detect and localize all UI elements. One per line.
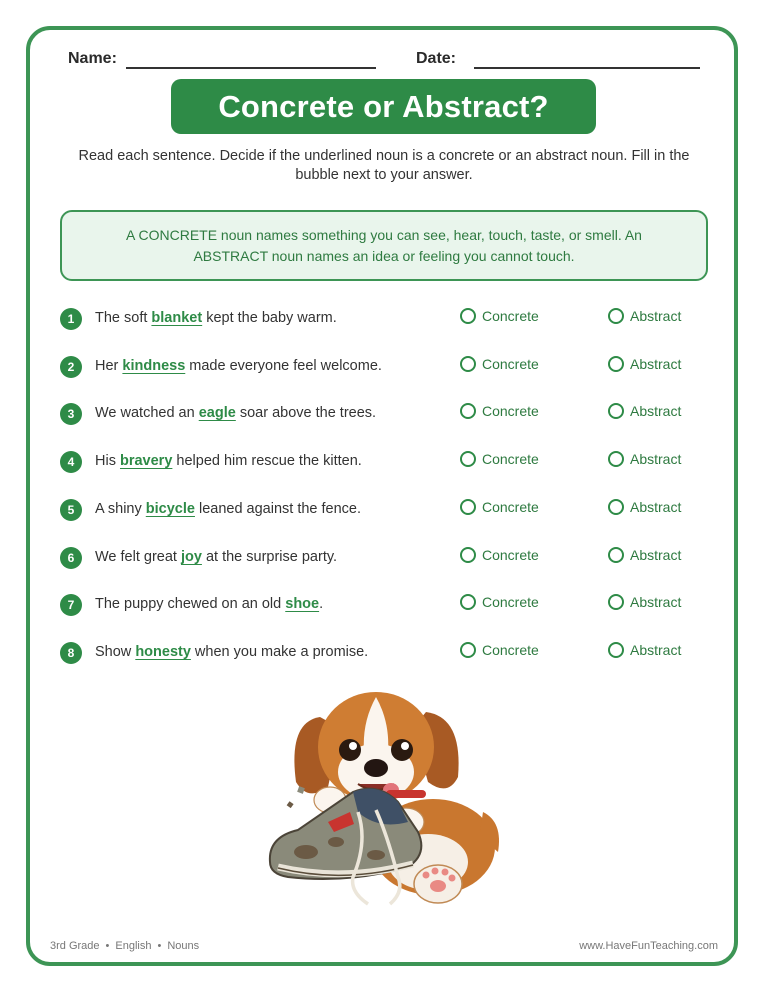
abstract-option[interactable] — [608, 499, 681, 515]
abstract-label: Abstract — [630, 547, 682, 563]
name-line[interactable] — [126, 67, 376, 69]
footer-grade: 3rd Grade — [50, 940, 100, 952]
underlined-noun: kindness — [122, 358, 186, 374]
instructions: Read each sentence. Decide if the underlined noun is a concrete or an abstract noun. Fill in the bubble next to your answer. — [78, 148, 690, 183]
underlined-noun: joy — [180, 549, 202, 565]
abstract-option[interactable] — [608, 356, 681, 372]
question-row — [60, 307, 710, 333]
footer-website: www.HaveFunTeaching.com — [579, 940, 718, 952]
puppy-chewing-shoe-illustration — [258, 672, 508, 912]
abstract-option[interactable] — [608, 403, 681, 419]
concrete-bubble[interactable] — [460, 499, 476, 515]
question-row — [60, 450, 710, 476]
concrete-option[interactable] — [460, 594, 539, 610]
footer-separator: • — [105, 940, 110, 952]
abstract-bubble[interactable] — [608, 642, 624, 658]
concrete-option[interactable] — [460, 356, 539, 372]
concrete-bubble[interactable] — [460, 451, 476, 467]
abstract-bubble[interactable] — [608, 499, 624, 515]
question-sentence: A shiny bicycle leaned against the fence. — [95, 501, 362, 517]
concrete-bubble[interactable] — [460, 403, 476, 419]
concrete-option[interactable] — [460, 451, 539, 467]
question-number: 1 — [60, 308, 82, 330]
concrete-option[interactable] — [460, 403, 539, 419]
concrete-label: Concrete — [482, 499, 539, 515]
abstract-option[interactable] — [608, 308, 681, 324]
abstract-bubble[interactable] — [608, 594, 624, 610]
concrete-option[interactable] — [460, 642, 539, 658]
concrete-bubble[interactable] — [460, 547, 476, 563]
underlined-noun: eagle — [198, 405, 236, 421]
abstract-label: Abstract — [630, 308, 682, 324]
abstract-bubble[interactable] — [608, 547, 624, 563]
concrete-label: Concrete — [482, 356, 539, 372]
abstract-label: Abstract — [630, 356, 682, 372]
underlined-noun: bravery — [119, 453, 173, 469]
abstract-option[interactable] — [608, 642, 681, 658]
concrete-bubble[interactable] — [460, 594, 476, 610]
abstract-option[interactable] — [608, 547, 681, 563]
abstract-option[interactable] — [608, 451, 681, 467]
question-sentence: The soft blanket kept the baby warm. — [95, 310, 337, 326]
concrete-bubble[interactable] — [460, 356, 476, 372]
question-number: 5 — [60, 499, 82, 521]
abstract-label: Abstract — [630, 594, 682, 610]
question-row — [60, 546, 710, 572]
concrete-label: Concrete — [482, 642, 539, 658]
question-row — [60, 355, 710, 381]
name-label: Name: — [68, 50, 117, 67]
abstract-label: Abstract — [630, 499, 682, 515]
underlined-noun: bicycle — [145, 501, 195, 517]
concrete-label: Concrete — [482, 547, 539, 563]
underlined-noun: honesty — [135, 644, 191, 660]
question-sentence: Her kindness made everyone feel welcome. — [95, 358, 382, 374]
concrete-label: Concrete — [482, 451, 539, 467]
question-number: 2 — [60, 356, 82, 378]
concrete-label: Concrete — [482, 594, 539, 610]
question-sentence: We felt great joy at the surprise party. — [95, 549, 338, 565]
question-number: 3 — [60, 403, 82, 425]
definition-text: A CONCRETE noun names something you can see, hear, touch, taste, or smell. An ABSTRACT noun names an idea or feeling you cannot touch. — [126, 226, 642, 264]
date-line[interactable] — [474, 67, 700, 69]
underlined-noun: blanket — [151, 310, 203, 326]
name-date-row — [68, 50, 700, 72]
question-number: 6 — [60, 547, 82, 569]
abstract-label: Abstract — [630, 403, 682, 419]
question-sentence: Show honesty when you make a promise. — [95, 644, 369, 660]
abstract-bubble[interactable] — [608, 403, 624, 419]
concrete-bubble[interactable] — [460, 308, 476, 324]
definition-box — [60, 210, 708, 281]
concrete-bubble[interactable] — [460, 642, 476, 658]
question-number: 4 — [60, 451, 82, 473]
question-row — [60, 402, 710, 428]
footer-tags — [50, 940, 199, 952]
underlined-noun: shoe — [285, 596, 320, 612]
abstract-option[interactable] — [608, 594, 681, 610]
footer-topic: Nouns — [167, 940, 200, 952]
abstract-label: Abstract — [630, 642, 682, 658]
footer-separator: • — [157, 940, 162, 952]
concrete-option[interactable] — [460, 547, 539, 563]
question-number: 7 — [60, 594, 82, 616]
question-number: 8 — [60, 642, 82, 664]
concrete-label: Concrete — [482, 403, 539, 419]
question-sentence: The puppy chewed on an old shoe. — [95, 596, 324, 612]
question-row — [60, 498, 710, 524]
abstract-label: Abstract — [630, 451, 682, 467]
footer-subject: English — [115, 940, 152, 952]
concrete-option[interactable] — [460, 308, 539, 324]
question-sentence: His bravery helped him rescue the kitten. — [95, 453, 362, 469]
page-title: Concrete or Abstract? — [171, 79, 596, 134]
concrete-option[interactable] — [460, 499, 539, 515]
date-label: Date: — [416, 50, 457, 67]
abstract-bubble[interactable] — [608, 451, 624, 467]
concrete-label: Concrete — [482, 308, 539, 324]
question-sentence: We watched an eagle soar above the trees. — [95, 405, 377, 421]
question-row — [60, 593, 710, 619]
abstract-bubble[interactable] — [608, 308, 624, 324]
abstract-bubble[interactable] — [608, 356, 624, 372]
question-row — [60, 641, 710, 667]
